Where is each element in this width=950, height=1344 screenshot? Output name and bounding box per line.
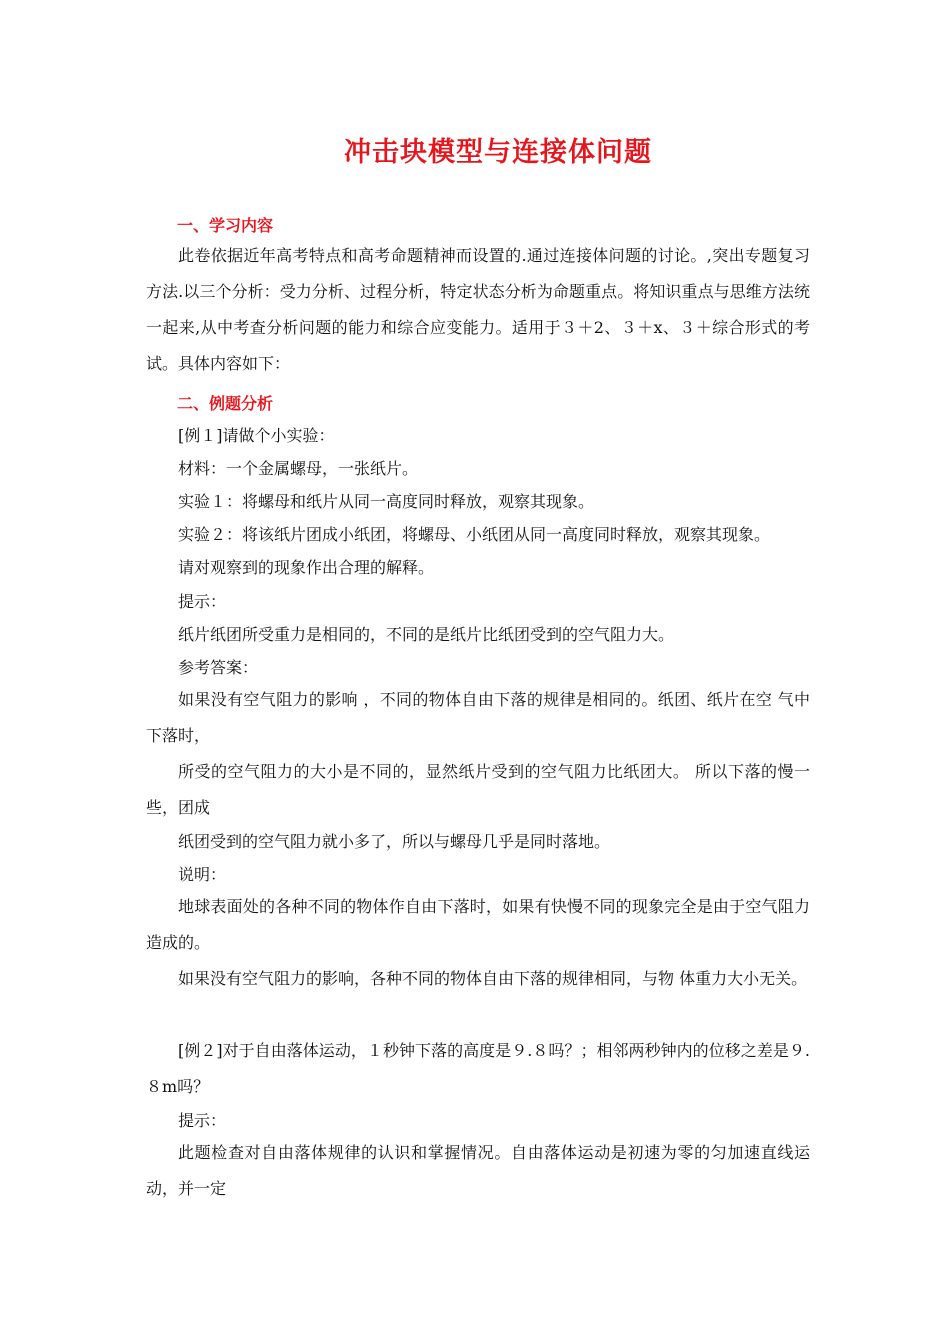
- example1-experiment2: 实验２：将该纸片团成小纸团，将螺母、小纸团从同一高度同时释放，观察其现象。: [178, 525, 771, 544]
- page-title: 冲击块模型与连接体问题: [344, 137, 652, 168]
- example2-question: [例２]对于自由落体运动，１秒钟下落的高度是９.８吗？；相邻两秒钟内的位移之差是９.８m吗？: [146, 1041, 810, 1096]
- example1-answer-label: 参考答案：: [178, 658, 259, 677]
- example2-hint-label: 提示：: [178, 1111, 227, 1130]
- intro-paragraph: 此卷依据近年高考特点和高考命题精神而设置的.通过连接体问题的讨论。,突出专题复习方法.以三个分析：受力分析、过程分析，特定状态分析为命题重点。将知识重点与思维方法统一起来,从中考查分析问题的能力和综合应变能力。适用于３＋2、３＋x、３＋综合形式的考试。具体内容如下：: [146, 246, 810, 373]
- example1-experiment1: 实验１：将螺母和纸片从同一高度同时释放，观察其现象。: [178, 492, 595, 511]
- section-heading-learning-content: 一、学习内容: [177, 216, 274, 235]
- example1-answer-paragraph1: 如果没有空气阻力的影响 ，不同的物体自由下落的规律是相同的。纸团、纸片在空 气中下落时，: [146, 690, 810, 745]
- example1-question: 请对观察到的现象作出合理的解释。: [178, 558, 435, 577]
- example2-hint: 此题检查对自由落体规律的认识和掌握情况。自由落体运动是初速为零的匀加速直线运动，并一定: [146, 1143, 810, 1198]
- example1-hint-label: 提示：: [178, 592, 227, 611]
- example1-answer-paragraph3: 纸团受到的空气阻力就小多了，所以与螺母几乎是同时落地。: [178, 832, 611, 851]
- example1-note-paragraph1: 地球表面处的各种不同的物体作自由下落时，如果有快慢不同的现象完全是由于空气阻力造成的。: [146, 897, 810, 952]
- example1-materials: 材料：一个金属螺母，一张纸片。: [178, 459, 419, 478]
- example1-note-label: 说明：: [178, 865, 227, 884]
- example1-note-paragraph2: 如果没有空气阻力的影响，各种不同的物体自由下落的规律相同，与物 体重力大小无关。: [178, 969, 808, 988]
- section-heading-examples: 二、例题分析: [177, 394, 274, 413]
- example1-answer-paragraph2: 所受的空气阻力的大小是不同的，显然纸片受到的空气阻力比纸团大。 所以下落的慢一些，团成: [146, 762, 810, 817]
- example1-hint: 纸片纸团所受重力是相同的，不同的是纸片比纸团受到的空气阻力大。: [178, 625, 675, 644]
- example1-label: [例１]请做个小实验：: [178, 426, 335, 445]
